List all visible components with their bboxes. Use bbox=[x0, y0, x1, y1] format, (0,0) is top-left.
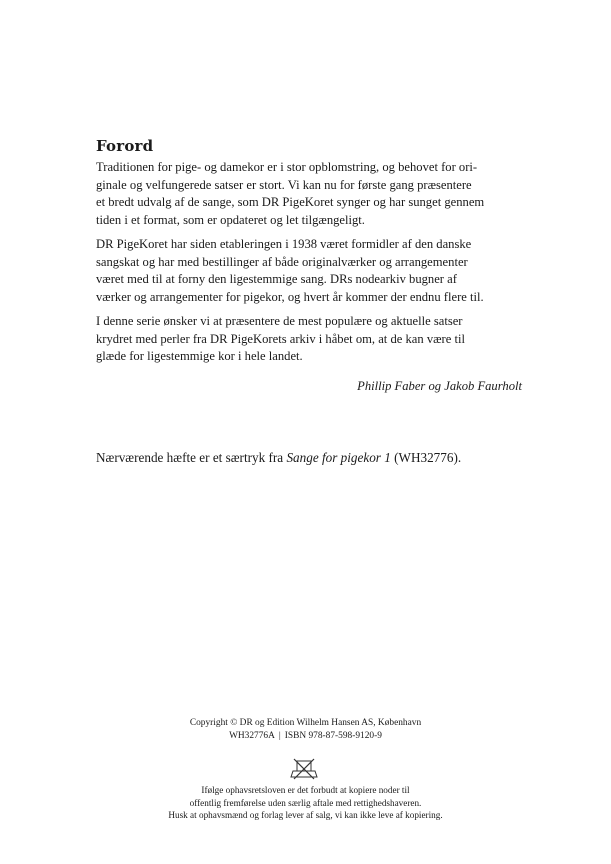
foreword-paragraph-3 bbox=[96, 313, 522, 366]
text-line: værker og arrangementer for pigekor, og hvert år kommer der endnu flere til. bbox=[96, 289, 484, 304]
text-line: tiden i et format, som er opdateret og let tilgængeligt. bbox=[96, 212, 365, 227]
reprint-suffix: (WH32776). bbox=[390, 450, 462, 465]
no-photocopy-icon bbox=[289, 758, 319, 780]
copyright-line: Copyright © DR og Edition Wilhelm Hansen AS, København bbox=[189, 718, 422, 728]
foreword-section bbox=[96, 137, 522, 394]
foreword-signature: Phillip Faber og Jakob Faurholt bbox=[357, 378, 522, 393]
catalog-isbn-line bbox=[0, 730, 611, 743]
reprint-prefix: Nærværende hæfte er et særtryk fra bbox=[96, 450, 287, 465]
text-line: glæde for ligestemmige kor i hele landet. bbox=[96, 349, 303, 363]
notice-line: Husk at ophavsmænd og forlag lever af salg, vi kan ikke leve af kopiering. bbox=[168, 810, 443, 820]
copyright-block bbox=[0, 717, 611, 743]
separator: | bbox=[278, 731, 281, 741]
text-line: Traditionen for pige- og damekor er i stor opblomstring, og behovet for ori- bbox=[96, 160, 478, 174]
text-line: DR PigeKoret har siden etableringen i 1938 været formidler af den danske bbox=[96, 237, 472, 251]
text-line: sangskat og har med bestillinger af både originalværker og arrangementer bbox=[96, 254, 468, 269]
notice-line: Ifølge ophavsretsloven er det forbudt at kopiere noder til bbox=[201, 785, 410, 795]
foreword-title: Forord bbox=[96, 137, 154, 155]
text-line: krydret med perler fra DR PigeKorets arkiv i håbet om, at de kan være til bbox=[96, 331, 465, 346]
copyright-notice bbox=[0, 784, 611, 822]
isbn: ISBN 978-87-598-9120-9 bbox=[284, 731, 382, 741]
text-line: været med til at forny den ligestemmige sang. DRs nodearkiv bugner af bbox=[96, 272, 457, 286]
notice-line: offentlig fremførelse uden særlig aftale med rettighedshaveren. bbox=[189, 797, 422, 808]
reprint-title: Sange for pigekor 1 bbox=[286, 450, 391, 465]
text-line: et bredt udvalg af de sange, som DR PigeKoret synger og har sunget gennem bbox=[96, 195, 485, 209]
text-line: ginale og velfungerede satser er stort. Vi kan nu for første gang præsentere bbox=[96, 177, 472, 192]
foreword-paragraph-2 bbox=[96, 236, 522, 306]
foreword-paragraph-1 bbox=[96, 159, 522, 229]
reprint-note bbox=[96, 450, 536, 466]
catalog-number: WH32776A bbox=[229, 731, 275, 741]
text-line: I denne serie ønsker vi at præsentere de mest populære og aktuelle satser bbox=[96, 314, 463, 328]
